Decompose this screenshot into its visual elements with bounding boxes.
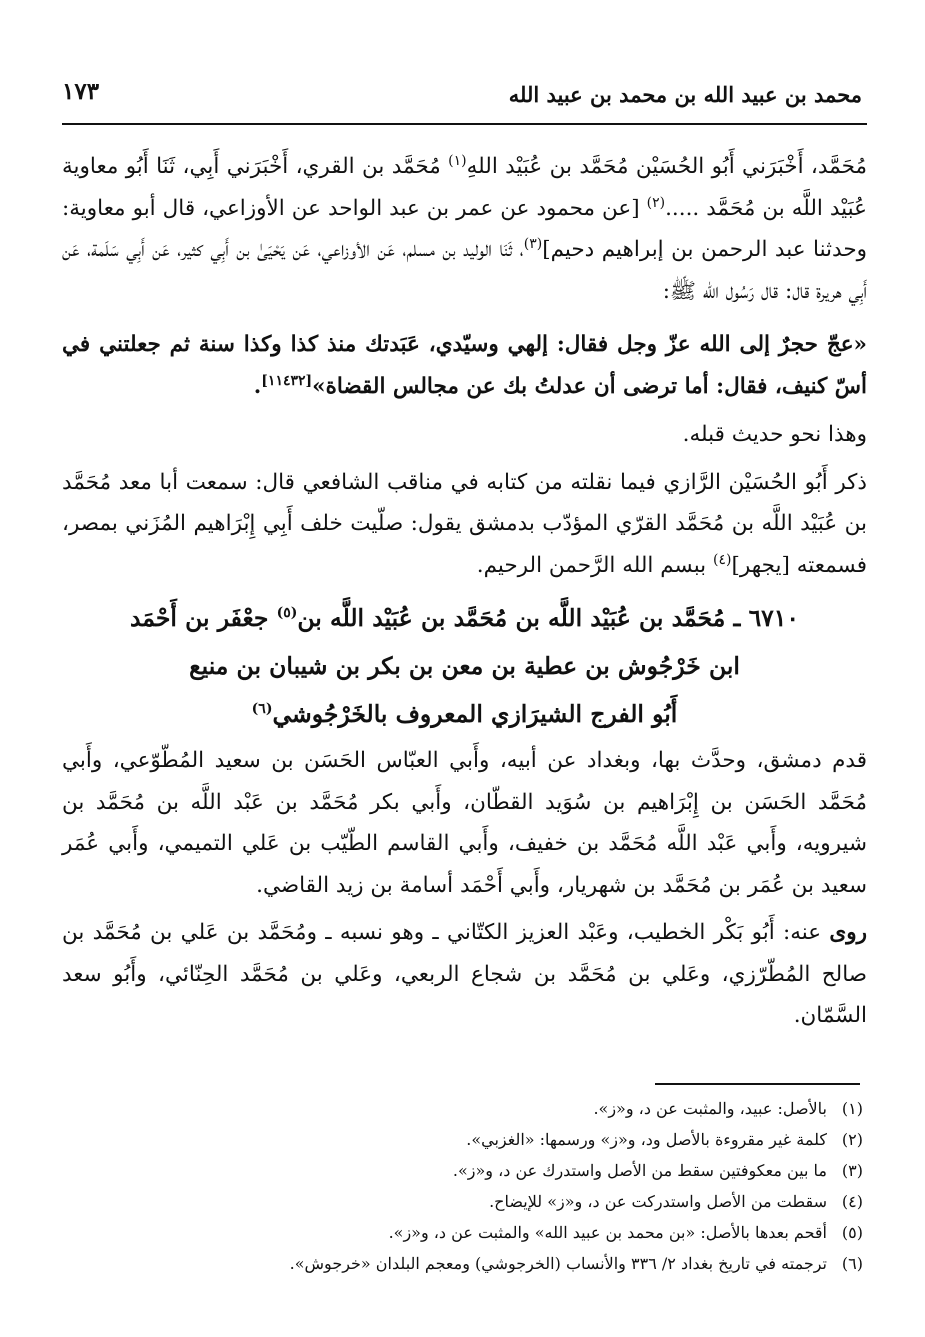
paragraph-biography: قدم دمشق، وحدَّث بها، وبغداد عن أبيه، وأَبي العبّاس الحَسَن بن سعيد المُطّوّعي، وأَبي مُحَمَّد الحَسَن بن إِبْرَاهيم بن سُوَيد القطّان، وأَبي بكر مُحَمَّد بن عَبْد اللَّه بن مُحَمَّد بن شيرويه، وأَبي عَبْد اللَّه مُحَمَّد بن خفيف، وأَبي القاسم الطّيّب بن عَلي التميمي، وأَبي عُمَر سعيد بن عُمَر بن مُحَمَّد بن شهريار، وأَبي أَحْمَد أسامة بن زيد القاضي. bbox=[62, 748, 867, 898]
footnote-number: (٥) bbox=[841, 1223, 863, 1242]
text-span: ، ثَنَا الوليد بن مسلم، عَن الأوزاعي، عَن يَحْيَىٰ بن أَبِي كثير، عَن أَبِي سَلَمة، عَن أَبِي هريرة قال: قال رَسُول الله ﷺ: bbox=[62, 237, 867, 304]
footnote-text: أقحم بعدها بالأصل: «بن محمد بن عبيد الله» والمثبت عن د، و«ز». bbox=[388, 1223, 827, 1242]
text-span: ذكر أَبُو الحُسَيْن الرَّازي فيما نقلته من كتابه في مناقب الشافعي قال: سمعت أبا معد مُحَمَّد بن عُبَيْد اللَّه بن مُحَمَّد القرّي المؤدّب بدمشق يقول: صلّيت خلف أَبِي إِبْرَاهيم المُزَني بمصر، فسمعته [يجهر] bbox=[62, 469, 867, 578]
page-number: ١٧٣ bbox=[62, 78, 100, 105]
footnote-marker: (١) bbox=[448, 152, 467, 169]
footnote-text: سقطت من الأصل واستدركت عن د، و«ز» للإيضاح. bbox=[489, 1192, 827, 1211]
footnote bbox=[163, 1217, 863, 1248]
text-span: مُحَمَّد بن القري، أَخْبَرَني أَبِي، ثَنَا أَبُو معاوية عُبَيْد اللَّه بن مُحَمَّد ..... bbox=[62, 154, 867, 221]
main-text bbox=[62, 146, 867, 1037]
footnote bbox=[163, 1248, 863, 1279]
text-span: [عن محمود عن عمر بن عبد الواحد عن الأوزاعي، قال أبو معاوية: وحدثنا عبد الرحمن بن إبراهيم دحيم] bbox=[62, 195, 868, 262]
paragraph-narrators bbox=[62, 912, 867, 1037]
footnote-marker: (٣) bbox=[523, 235, 543, 252]
footnote-marker: (٤) bbox=[713, 551, 732, 568]
text-span: . bbox=[253, 374, 262, 399]
footnote-text: كلمة غير مقروءة بالأصل ود، و«ز» ورسمها: «الغزبي». bbox=[466, 1130, 827, 1149]
paragraph-report bbox=[62, 462, 867, 587]
text-span: ٦٧١٠ ـ مُحَمَّد بن عُبَيْد اللَّه بن مُحَمَّد بن عُبَيْد اللَّه بن bbox=[297, 604, 800, 632]
footnote-number: (٣) bbox=[841, 1161, 863, 1180]
text-span: ببسم الله الرَّحمن الرحيم. bbox=[476, 552, 713, 578]
footnote-number: (٤) bbox=[841, 1192, 863, 1211]
header-rule bbox=[62, 123, 867, 125]
footnote bbox=[163, 1155, 863, 1186]
footnote-number: (١) bbox=[841, 1099, 863, 1118]
footnote bbox=[163, 1093, 863, 1124]
footnote-number: (٢) bbox=[841, 1130, 863, 1149]
paragraph-note: وهذا نحو حديث قبله. bbox=[682, 422, 867, 447]
footnote bbox=[163, 1124, 863, 1155]
footnote-marker: (٦) bbox=[251, 701, 273, 718]
hadith-reference: [١١٤٣٢] bbox=[261, 372, 313, 389]
text-span: مُحَمَّد، أَخْبَرَني أَبُو الحُسَيْن مُحَمَّد بن عُبَيْد اللهِ bbox=[466, 154, 867, 179]
entry-heading-line bbox=[62, 690, 867, 738]
text-span: أَبُو الفرج الشيرَازي المعروف بالخَرْجُوشي bbox=[272, 700, 678, 728]
footnote-text: بالأصل: عبيد، والمثبت عن د، و«ز». bbox=[593, 1099, 827, 1118]
footnote-rule bbox=[655, 1083, 860, 1085]
paragraph-isnad bbox=[62, 146, 867, 312]
footnotes bbox=[163, 1093, 863, 1279]
text-span: جعْفَر بن أَحْمَد bbox=[129, 604, 277, 632]
entry-heading-line: ابن خَرْجُوش بن عطية بن معن بن بكر بن شيبان بن منيع bbox=[189, 652, 740, 680]
footnote bbox=[163, 1186, 863, 1217]
hadith-text bbox=[62, 324, 867, 408]
lead-word: روى bbox=[829, 920, 867, 945]
footnote-text: ما بين معكوفتين سقط من الأصل واستدرك عن د، و«ز». bbox=[452, 1161, 827, 1180]
text-span: عنه: أَبُو بَكْر الخطيب، وعَبْد العزيز الكتّاني ـ وهو نسبه ـ ومُحَمَّد بن عَلي بن مُحَمَّد بن صالح المُطّرّزي، وعَلي بن مُحَمَّد بن شجاع الربعي، وعَلي بن مُحَمَّد الحِنّائي، وأَبُو سعد السَّمّان. bbox=[62, 920, 867, 1028]
entry-heading bbox=[62, 594, 867, 738]
text-span: «عجّ حجرٌ إلى الله عزّ وجل فقال: إلهي وسيّدي، عَبَدتك منذ كذا وكذا سنة ثم جعلتني في أسّ كنيف، فقال: أما ترضى أن عدلتُ بك عن مجالس القضاة» bbox=[62, 332, 867, 399]
page-header bbox=[62, 78, 862, 118]
footnote-marker: (٥) bbox=[276, 605, 298, 622]
entry-heading-line bbox=[62, 594, 867, 642]
footnote-marker: (٢) bbox=[646, 194, 666, 211]
running-title: محمد بن عبيد الله بن محمد بن عبيد الله bbox=[508, 82, 862, 107]
footnote-number: (٦) bbox=[841, 1254, 863, 1273]
footnote-text: ترجمته في تاريخ بغداد ٢/ ٣٣٦ والأنساب (الخرجوشي) ومعجم البلدان «خرجوش». bbox=[289, 1254, 827, 1273]
